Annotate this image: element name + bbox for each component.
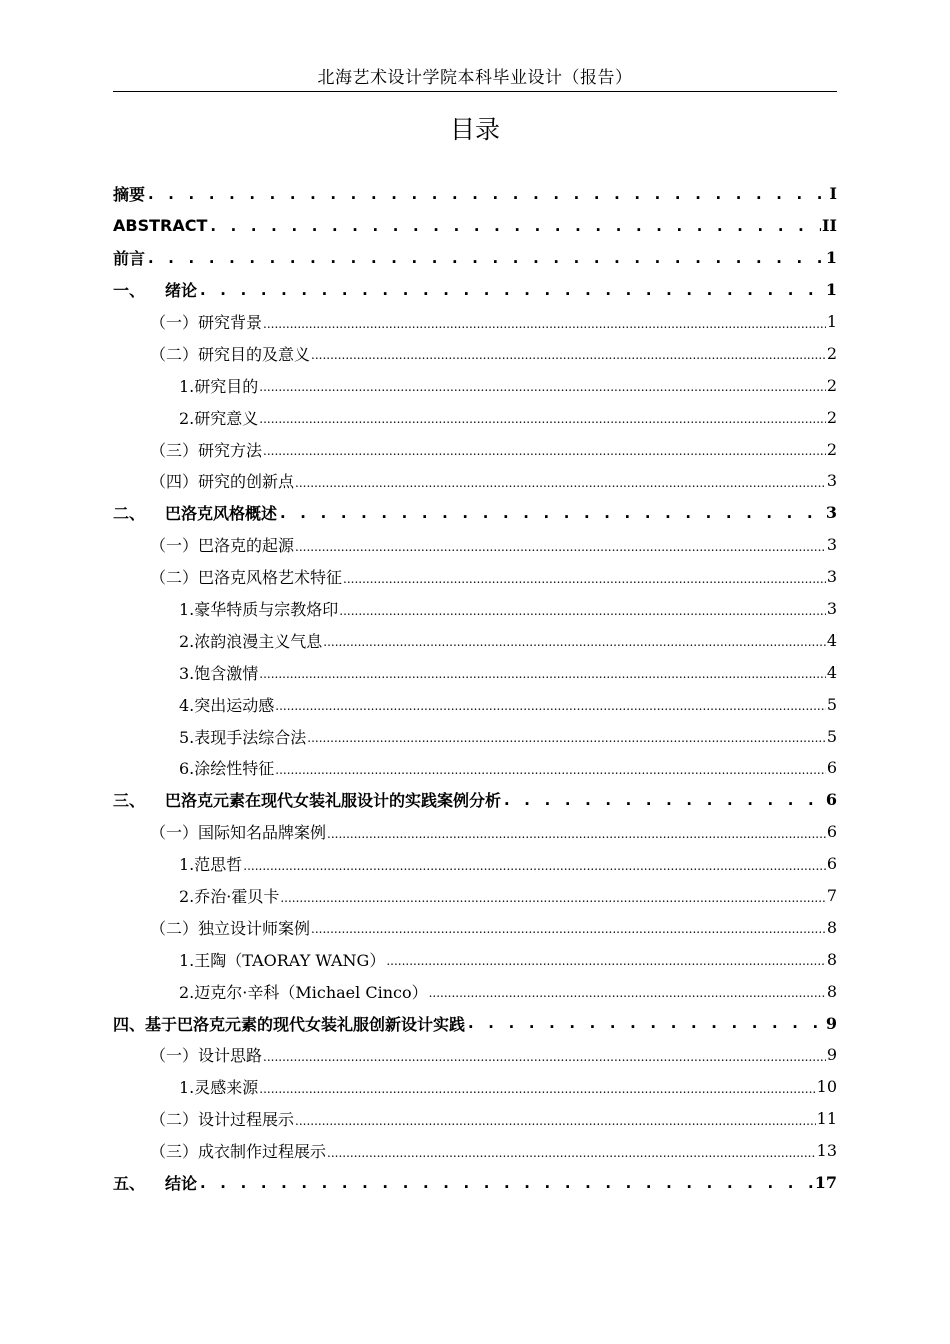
toc-dot-leader [466,1014,825,1032]
toc-entry-label: 绪论 [165,281,198,301]
toc-entry-title [150,1139,326,1162]
toc-page-number: 5 [826,694,837,714]
toc-entry-label: （三）成衣制作过程展示 [150,1142,327,1162]
toc-entry-title [179,1075,258,1098]
toc-page-number: 8 [826,981,837,1001]
toc-page-number: 1 [826,312,837,331]
toc-page-number: 13 [816,1141,837,1161]
toc-entry-number: 五、 [113,1174,146,1194]
toc-entry-label: 4.突出运动感 [179,695,275,715]
toc-entry-title [179,693,274,716]
toc-dot-leader [263,313,826,331]
toc-entry-title [179,756,274,779]
toc-entry-title [150,1043,262,1066]
toc-entry[interactable] [113,178,837,210]
toc-page-number: 9 [825,1013,837,1033]
toc-entry[interactable] [113,1007,837,1039]
toc-entry[interactable] [113,1167,837,1199]
toc-dot-leader [259,376,826,394]
toc-entry-title [179,852,242,875]
toc-dot-leader [243,855,826,873]
toc-entry-label: 巴洛克元素在现代女装礼服设计的实践案例分析 [165,791,502,811]
toc-entry-title [150,565,342,588]
toc-entry[interactable] [113,274,837,306]
toc-entry-title [179,661,258,684]
toc-page-number: 8 [826,917,837,937]
toc-page-number: 4 [826,662,837,682]
toc-entry[interactable] [113,688,837,720]
toc-entry-label: ABSTRACT [113,216,208,236]
toc-dot-leader [343,568,826,586]
toc-page-number: 17 [814,1173,837,1193]
toc-page-number: 2 [826,407,837,427]
toc-entry-number: 四、 [113,1014,146,1034]
toc-entry-number: 三、 [113,791,146,811]
toc-page-number: 6 [825,790,837,810]
toc-entry-label: （一）巴洛克的起源 [150,536,295,556]
toc-dot-leader [327,1142,816,1160]
toc-page-number: II [822,216,837,236]
toc-dot-leader [146,249,825,267]
toc-entry-label: 摘要 [113,185,146,205]
toc-dot-leader [339,600,826,618]
toc-dot-leader [295,1110,816,1128]
toc-dot-leader [429,982,826,1000]
toc-page-number: 3 [826,535,837,555]
toc-dot-leader [502,791,825,809]
toc-page-number: 8 [826,949,837,969]
toc-entry-title [150,533,294,556]
toc-dot-leader [263,440,826,458]
table-of-contents [113,178,837,1199]
toc-dot-leader [275,695,826,713]
toc-entry-title [179,980,428,1003]
toc-entry-label: 结论 [165,1174,198,1194]
toc-entry-label: 1.豪华特质与宗教烙印 [179,600,339,620]
toc-dot-leader [208,217,821,235]
toc-dot-leader [198,281,825,299]
toc-page-number: I [829,184,837,204]
toc-entry[interactable] [113,848,837,880]
toc-entry-label: 1.范思哲 [179,855,243,875]
toc-page-number: 2 [826,375,837,395]
toc-entry[interactable] [113,1039,837,1071]
toc-entry-title [179,948,385,971]
toc-page-number: 9 [826,1045,837,1065]
toc-page-number: 7 [826,886,837,906]
toc-entry[interactable] [113,943,837,975]
toc-entry-label: 基于巴洛克元素的现代女装礼服创新设计实践 [145,1014,466,1034]
toc-entry-title [179,884,279,907]
toc-entry-title [150,310,262,333]
toc-entry[interactable] [113,911,837,943]
toc-page-number: 4 [826,630,837,650]
toc-entry-label: 2.迈克尔·辛科（Michael Cinco） [179,982,428,1002]
toc-entry-label: （二）巴洛克风格艺术特征 [150,568,343,588]
toc-dot-leader [295,472,826,490]
header-rule [113,91,837,92]
toc-page-number: 1 [825,280,837,300]
toc-page-number: 3 [826,471,837,491]
toc-entry-title [150,438,262,461]
toc-entry-label: 3.饱含激情 [179,663,259,683]
toc-entry-title [179,374,258,397]
toc-entry-title [113,1171,197,1194]
toc-dot-leader [198,1174,814,1192]
toc-page-number: 6 [826,822,837,842]
toc-entry-title [150,916,310,939]
toc-entry-label: 2.乔治·霍贝卡 [179,887,280,907]
toc-entry[interactable] [113,529,837,561]
toc-dot-leader [307,727,826,745]
toc-entry-label: 1.王陶（TAORAY WANG） [179,950,386,970]
toc-entry-title [179,725,306,748]
toc-entry[interactable] [113,242,837,274]
toc-dot-leader [259,408,826,426]
toc-entry[interactable] [113,1103,837,1135]
toc-dot-leader [280,887,825,905]
toc-entry-title [113,278,197,301]
toc-entry[interactable] [113,337,837,369]
toc-entry-title [113,216,207,235]
toc-dot-leader [263,1046,826,1064]
toc-dot-leader [386,950,825,968]
toc-dot-leader [146,185,829,203]
toc-entry[interactable] [113,1135,837,1167]
toc-entry[interactable] [113,433,837,465]
toc-dot-leader [311,918,826,936]
toc-entry-label: （三）研究方法 [150,440,263,460]
toc-entry-label: 6.涂绘性特征 [179,759,275,779]
toc-entry-label: 前言 [113,249,146,269]
toc-entry-label: （二）独立设计师案例 [150,918,311,938]
toc-entry[interactable] [113,656,837,688]
toc-entry[interactable] [113,720,837,752]
toc-entry-title [150,820,326,843]
toc-entry[interactable] [113,752,837,784]
toc-page-number: 2 [826,343,837,363]
toc-entry-title [113,501,277,524]
page-header: 北海艺术设计学院本科毕业设计（报告） [317,68,633,88]
toc-entry-label: （一）国际知名品牌案例 [150,823,327,843]
toc-entry-label: （二）研究目的及意义 [150,344,311,364]
toc-dot-leader [327,823,826,841]
toc-entry-label: 2.浓韵浪漫主义气息 [179,631,323,651]
toc-entry-title [150,342,310,365]
toc-entry[interactable] [113,561,837,593]
toc-entry-title [113,1012,465,1035]
toc-entry[interactable] [113,210,837,242]
toc-entry-title [179,406,258,429]
toc-entry-label: 2.研究意义 [179,408,259,428]
toc-entry[interactable] [113,624,837,656]
toc-entry-label: 1.灵感来源 [179,1078,259,1098]
toc-page-number: 3 [826,599,837,619]
toc-page-number: 6 [826,758,837,778]
toc-entry[interactable] [113,1071,837,1103]
toc-page-number: 6 [826,854,837,874]
toc-dot-leader [295,536,826,554]
toc-entry-title [113,788,501,811]
toc-page-number: 10 [816,1077,837,1097]
toc-entry[interactable] [113,880,837,912]
toc-entry-label: 5.表现手法综合法 [179,727,307,747]
toc-entry-title [179,597,338,620]
toc-entry-label: 1.研究目的 [179,376,259,396]
toc-dot-leader [259,663,826,681]
toc-page-number: 3 [826,567,837,587]
toc-entry[interactable] [113,784,837,816]
toc-entry[interactable] [113,497,837,529]
toc-dot-leader [311,344,826,362]
toc-page-number: 2 [826,439,837,459]
toc-entry-label: （二）设计过程展示 [150,1110,295,1130]
toc-page-number: 3 [825,503,837,523]
toc-entry-title [150,469,294,492]
toc-entry[interactable] [113,975,837,1007]
toc-page-number: 5 [826,726,837,746]
toc-dot-leader [259,1078,815,1096]
toc-entry-label: （一）研究背景 [150,313,263,332]
toc-entry[interactable] [113,306,837,338]
toc-entry-title [113,182,145,205]
toc-dot-leader [278,504,825,522]
toc-entry-title [179,629,322,652]
toc-entry-title [113,246,145,269]
toc-entry-label: （一）设计思路 [150,1046,263,1066]
toc-entry-number: 一、 [113,281,146,301]
toc-dot-leader [275,759,826,777]
toc-entry[interactable] [113,816,837,848]
toc-entry-title [150,1107,294,1130]
toc-entry[interactable] [113,593,837,625]
toc-page-number: 11 [816,1109,837,1129]
toc-entry[interactable] [113,465,837,497]
toc-entry-label: 巴洛克风格概述 [165,504,278,524]
toc-entry-label: （四）研究的创新点 [150,472,295,492]
toc-entry[interactable] [113,369,837,401]
toc-page-number: 1 [825,248,837,268]
page-title: 目录 [449,115,500,144]
toc-dot-leader [323,631,826,649]
toc-entry-number: 二、 [113,504,146,524]
toc-entry[interactable] [113,401,837,433]
